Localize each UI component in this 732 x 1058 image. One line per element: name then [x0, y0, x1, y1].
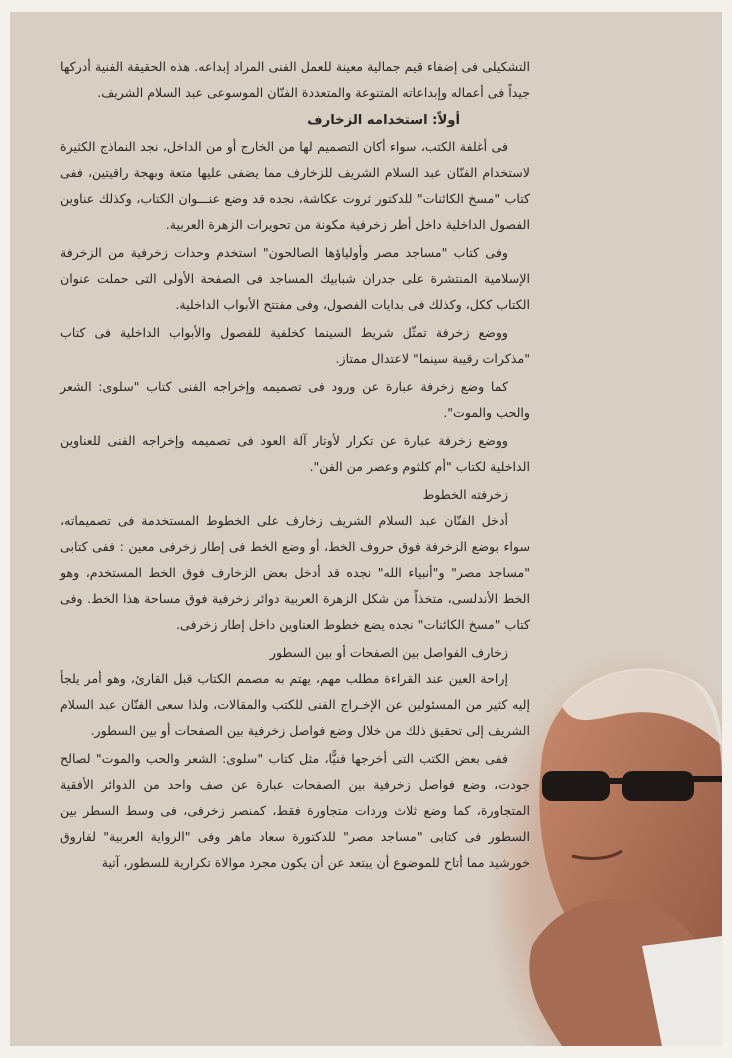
- subheading: زخرفته الخطوط: [422, 487, 508, 502]
- paragraph: أدخل الفنّان عبد السلام الشريف زخارف على الخطوط المستخدمة فى تصميماته، سواء بوضع الزخرفة فوق حروف الخط، أو وضع الخط فى إطار زخرفى معين : ففى كتابى "مساجد مصر" و"أنبياء الله" نجده قد أدخل بعض الزخارف فوق الخط المستخدم، وهو الخط الأندلسى، متخذاً من شكل الزهرة العربية دوائر زخرفية فوق مساحة هذا الخط. وفى كتاب "مسخ الكائنات" نجده يضع خطوط العناوين داخل إطار زخرفى.: [60, 513, 530, 632]
- book-page: [10, 12, 722, 1046]
- paragraph: ووضع زخرفة تمثّل شريط السينما كخلفية للفصول والأبواب الداخلية فى كتاب "مذكرات رقيبة سينما" لاعتدال ممتاز.: [60, 325, 530, 366]
- paragraph: ففى بعض الكتب التى أخرجها فنيًّا، مثل كتاب "سلوى: الشعر والحب والموت" لصالح جودت، وضع فواصل زخرفية بين الصفحات عبارة عن صف واحد من الدوائر الأفقية المتجاورة، كما وضع ثلاث وردات متجاورة فقط، كمنصر زخرفى، فى وسط السطر بين السطور فى كتابى "مساجد مصر" للدكتورة سعاد ماهر وفى "الرواية العربية" لفاروق خورشيد مما أتاح للموضوع أن يبتعد عن أن يكون مجرد موالاة تكرارية للسطور، آتية: [60, 751, 530, 870]
- article-text: [60, 54, 530, 878]
- paragraph: فى أغلفة الكتب، سواء أكان التصميم لها من الخارج أو من الداخل، نجد النماذج الكثيرة لاستخدام الفنّان عبد السلام الشريف للزخارف مما يضفى عليها متعة وبهجة راقيتين، ففى كتاب "مسخ الكائنات" للدكتور ثروت عكاشة، نجده قد وضع عنـــوان الكتاب، وكذلك عناوين الفصول الداخلية داخل أطر زخرفية مكونة من تحويرات الزهرة العربية.: [60, 139, 530, 232]
- paragraph: ووضع زخرفة عبارة عن تكرار لأوتار آلة العود فى تصميمه وإخراجه الفنى للعناوين الداخلية لكتاب "أم كلثوم وعصر من الفن".: [60, 433, 530, 474]
- section-heading: أولاً: استخدامه الزخارف: [307, 113, 460, 128]
- paragraph: التشكيلى فى إضفاء قيم جمالية معينة للعمل الفنى المراد إبداعه. هذه الحقيقة الفنية أدركها جيداً فى أعماله وإبداعاته المتنوعة والمتعددة الفنّان الموسوعى عبد السلام الشريف.: [60, 59, 530, 100]
- paragraph: وفى كتاب "مساجد مصر وأولياؤها الصالحون" استخدم وحدات زخرفية من الزخرفة الإسلامية المنتشرة على جدران شبابيك المساجد فى الصفحة الأولى التى حملت عنوان الكتاب ككل، وكذلك فى بدايات الفصول، وفى مفتتح الأبواب الداخلية.: [60, 245, 530, 312]
- subheading: زخارف الفواصل بين الصفحات أو بين السطور: [269, 645, 508, 660]
- paragraph: إراحة العين عند القراءة مطلب مهم، يهتم به مصمم الكتاب قبل القارئ، وهو أمر يلجأ إليه كثير من المسئولين عن الإخـراج الفنى للكتب والمقالات، ولذا سعى الفنّان عبد السلام الشريف إلى تحقيق ذلك من خلال وضع فواصل زخرفية بين الصفحات أو بين السطور.: [60, 671, 530, 738]
- paragraph: كما وضع زخرفة عبارة عن ورود فى تصميمه وإخراجه الفنى كتاب "سلوى: الشعر والحب والموت".: [60, 379, 530, 420]
